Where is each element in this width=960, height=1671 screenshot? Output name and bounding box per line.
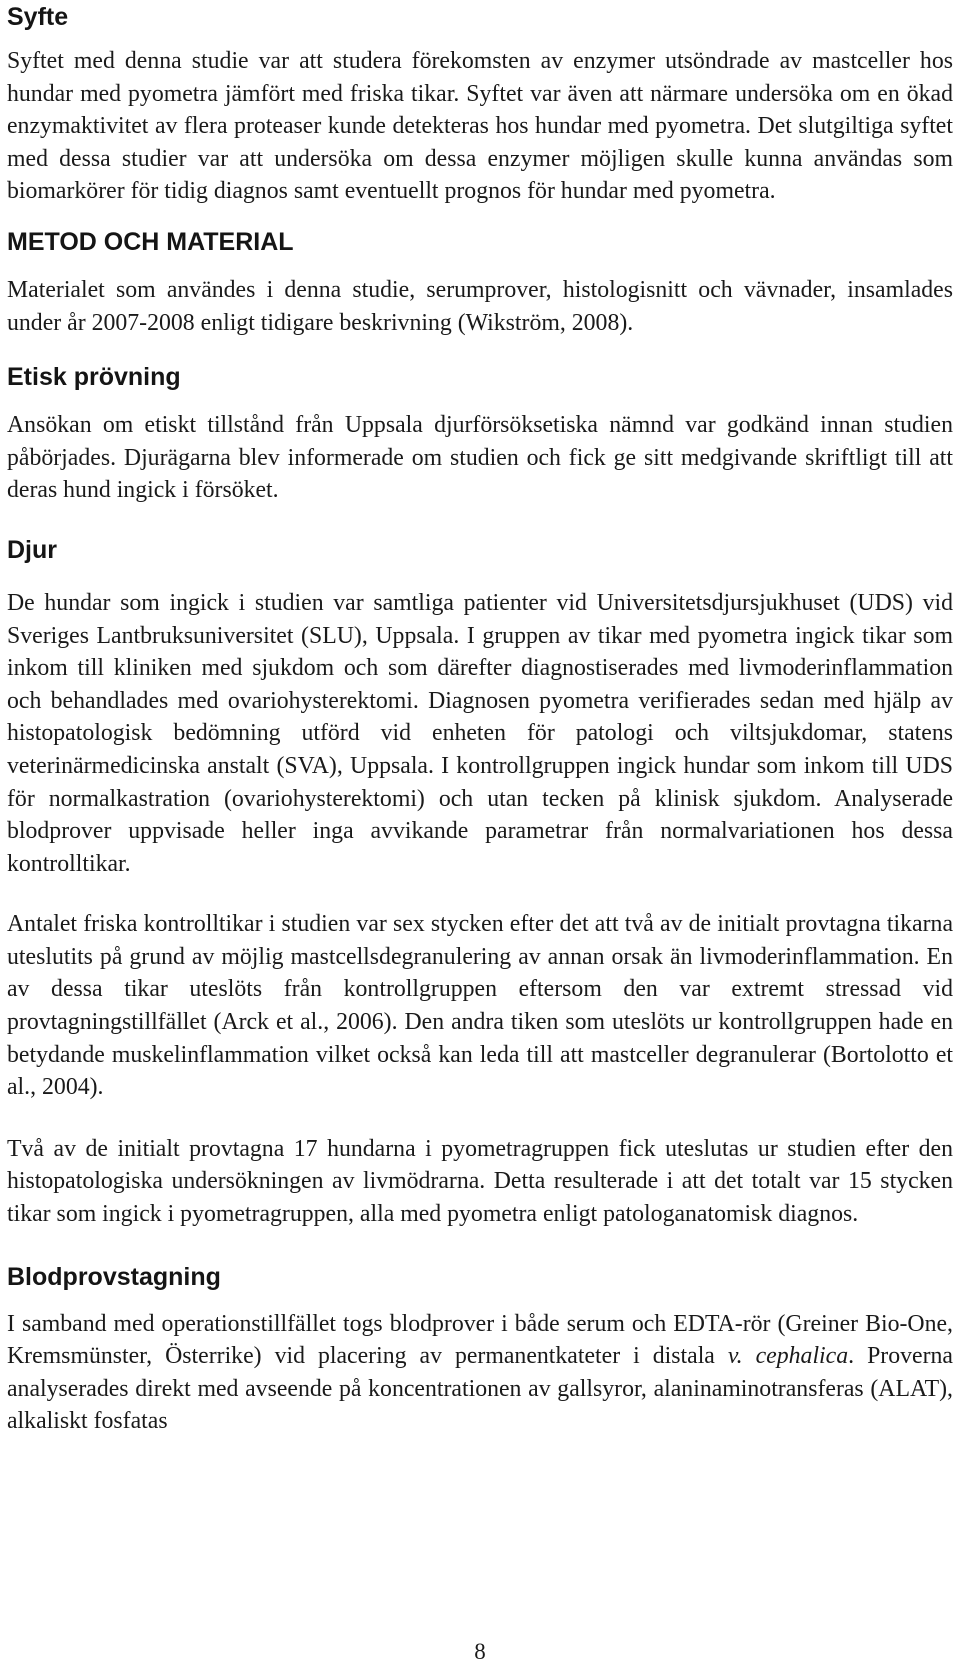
paragraph-etisk: Ansökan om etiskt tillstånd från Uppsala djurförsöksetiska nämnd var godkänd innan studien påbörjades. Djurägarna blev informerade om studien och fick ge sitt medgivande skriftligt till att deras hund ingick i försöket. xyxy=(7,412,953,504)
page-number: 8 xyxy=(474,1639,486,1664)
document-page xyxy=(7,0,953,1438)
section-heading-syfte: Syfte xyxy=(7,3,69,31)
section-heading-djur: Djur xyxy=(7,535,57,564)
section-heading-metod: METOD OCH MATERIAL xyxy=(7,227,294,256)
paragraph-djur-2: Antalet friska kontrolltikar i studien var sex stycken efter det att två av de initialt provtagna tikarna uteslutits på grund av möjlig mastcellsdegranulering av annan orsak än livmoderinflammation. En av dessa tikar uteslöts från kontrollgruppen eftersom den var extremt stressad vid provtagningstillfället (Arck et al., 2006). Den andra tiken som uteslöts ur kontrollgruppen hade en betydande muskelinflammation vilket också kan leda till att mastceller degranulerar (Bortolotto et al., 2004). xyxy=(7,911,953,1101)
paragraph-blodprovstagning xyxy=(7,1308,953,1438)
paragraph-djur-1: De hundar som ingick i studien var samtliga patienter vid Universitetsdjursjukhuset (UDS) vid Sveriges Lantbruksuniversitet (SLU), Uppsala. I gruppen av tikar med pyometra ingick tikar som inkom till kliniken med sjukdom och som därefter diagnostiserades med livmoderinflammation och behandlades med ovariohysterektomi. Diagnosen pyometra verifierades sedan med hjälp av histopatologisk bedömning utförd vid enheten för patologi och viltsjukdomar, statens veterinärmedicinska anstalt (SVA), Uppsala. I kontrollgruppen ingick hundar som inkom till UDS för normalkastration (ovariohysterektomi) och utan tecken på klinisk sjukdom. Analyserade blodprover uppvisade heller inga avvikande parametrar från normalvariationen hos dessa kontrolltikar. xyxy=(7,589,953,877)
paragraph-djur-3: Två av de initialt provtagna 17 hundarna i pyometragruppen fick uteslutas ur studien efter den histopatologiska undersökningen av livmödrarna. Detta resulterade i att det totalt var 15 stycken tikar som ingick i pyometragruppen, alla med pyometra enligt patologanatomisk diagnos. xyxy=(7,1135,953,1228)
blod-text-end: . Proverna analyserades direkt med avseende på koncentrationen av gallsyror, alaninaminotransferas (ALAT), alkaliskt fosfatas xyxy=(7,1343,953,1435)
paragraph-metod: Materialet som användes i denna studie, serumprover, histologisnitt och vävnader, insamlades under år 2007-2008 enligt tidigare beskrivning (Wikström, 2008). xyxy=(7,276,953,336)
blod-italic-term: v. cephalica xyxy=(727,1343,849,1370)
section-heading-etisk: Etisk prövning xyxy=(7,363,181,392)
blod-text-start: I samband med operationstillfället togs blodprover i både serum och EDTA-rör (Greiner Bio-One, Kremsmünster, Österrike) vid placering av permanentkateter i distala xyxy=(7,1310,953,1370)
paragraph-syfte: Syftet med denna studie var att studera förekomsten av enzymer utsöndrade av mastceller hos hundar med pyometra jämfört med friska tikar. Syftet var även att närmare undersöka om en ökad enzymaktivitet av flera proteaser kunde detekteras hos hundar med pyometra. Det slutgiltiga syftet med dessa studier var att undersöka om dessa enzymer möjligen skulle kunna användas som biomarkörer för tidig diagnos samt eventuellt prognos för hundar med pyometra. xyxy=(7,48,953,205)
section-heading-blodprovstagning: Blodprovstagning xyxy=(7,1262,221,1291)
